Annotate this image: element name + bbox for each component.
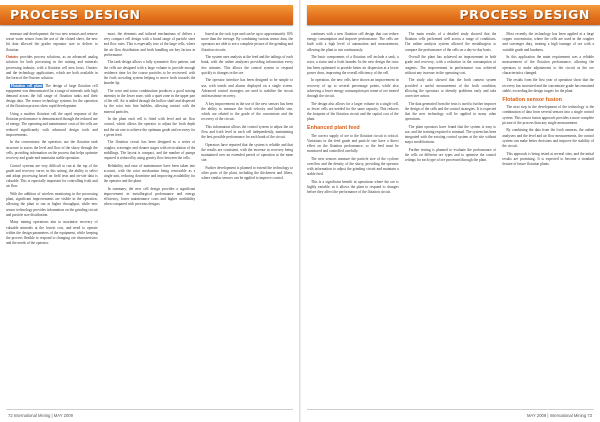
paragraph [405, 32, 497, 53]
paragraph-text: In this application the main requirement was a reliable measurement of the flotation performance, allowing the operators to make adjustments to the circuit as the ore characteristics changed. [502, 55, 595, 75]
paragraph [6, 140, 98, 161]
paragraph [6, 84, 98, 110]
paragraph-text: based on the rock type and can be up to approximately 10% more than the average. By combining various sensor data, the operators are able to see a complete picture of the grinding and flotation circuits. [201, 32, 294, 52]
footer-rule [307, 409, 594, 410]
paragraph [502, 105, 594, 126]
paragraph-text: Control systems are very difficult to run at the top of the grade and recovery curve; in this setting, the ability to select and adapt processing based on field tests and on-site data is valuable. This is especially important for controlling froth and air flow. [6, 163, 98, 189]
paragraph-text: This approach is being tested at several sites, and the initial results are promising. It is expected to become a standard feature of future flotation plants. [502, 151, 595, 167]
paragraph [6, 164, 98, 190]
paragraph-text: By combining the data from the froth cameras, the online analysers and the level and air flow measurements, the control system can make better decisions and improve the stability of the circuit. [502, 128, 595, 149]
section-banner [0, 5, 293, 25]
paragraph-text: The plant operators have found that the system is easy to use, and the training required is minimal. The system has been integrated with the existing control system at the site without major modifications. [404, 124, 497, 145]
paragraph [201, 78, 293, 99]
paragraph-text: Reliability and ease of maintenance have been taken into account, with the rotor mechanism being removable as a single unit, reducing downtime and improving availability for the operator and the plant. [103, 163, 196, 184]
paragraph [307, 157, 399, 178]
paragraph-text: The tank design allows a fully symmetric flow pattern, and the cells are designed with a large volume to provide enough residence time for the coarse particles to be recovered, with the froth crowding system helping to move froth towards the launder lip. [103, 60, 196, 86]
paragraph [6, 220, 98, 246]
paragraph [104, 60, 196, 86]
paragraph [405, 55, 497, 76]
section-banner [307, 5, 600, 25]
paragraph [104, 164, 196, 185]
paragraph-text: The results from the first year of operation show that the recovery has increased and the concentrate grade has remained stable, exceeding the design targets for the plant. [502, 78, 595, 93]
paragraph [104, 140, 196, 161]
text-column [104, 32, 196, 402]
paragraph-text: This information allows the control system to adjust the air flow and froth level in each cell independently, maintaining the best possible performance for each bank of the circuit. [201, 124, 294, 140]
paragraph [6, 55, 98, 81]
paragraph-text: The rotor and stator combination produces a good mixing intensity in the lower zone, with a quiet zone in the upper part of the cell. Air is added through the hollow shaft and dispersed by the rotor into fine bubbles, allowing contact with the mineral particles. [103, 88, 196, 114]
paragraph-text: The flotation circuit has been designed as a series of rougher, scavenger and cleaner stages with recirculation of the middlings. The layout is compact, and the number of pumps required is reduced by using gravity flow between the cells. [103, 140, 196, 161]
paragraph-text: Further development is planned to extend the technology to other parts of the plant, including the thickeners and filters, where similar sensors can be applied to improve control. [201, 166, 294, 181]
paragraph-text: Many mining operations aim to maximise recovery of valuable minerals at the lowest cost, and need to operate within the design parameters of the equipment, while keeping the process flexible to respond to changing ore characteristics and the needs of the operator. [6, 220, 98, 246]
paragraph [405, 78, 497, 99]
text-column [201, 32, 293, 402]
paragraph-text: A key improvement in the use of the new sensors has been the ability to measure the froth velocity and bubble size, which are related to the grade of the concentrate and the recovery of the circuit. [201, 101, 294, 122]
page-footer: 72 International Mining | MAY 2009 [8, 413, 73, 418]
paragraph-text: Most recently the technology has been applied at a large copper concentrator, where the cells are used in the rougher and scavenger duty, treating a high tonnage of ore with a variable grade and hardness. [502, 32, 595, 52]
article-columns [307, 32, 594, 402]
right-page [301, 0, 600, 422]
paragraph-text: Further testing is planned to evaluate the performance of the cells on different ore types and to optimise the control settings for each type of ore processed through the plant. [404, 148, 497, 163]
paragraph [6, 32, 98, 53]
paragraph [405, 125, 497, 146]
article-columns [6, 32, 293, 402]
paragraph [6, 112, 98, 138]
paragraph [201, 32, 293, 53]
paragraph-text: The design also allows for a larger volume in a single cell, so fewer cells are needed for the same capacity. This reduces the footprint of the flotation circuit and the capital cost of the plant. [307, 101, 399, 122]
paragraph [307, 180, 399, 196]
paragraph [307, 102, 399, 123]
paragraph-text: The basic components of a flotation cell include a tank, a rotor, a stator and a froth launder. In the new design the rotor has been optimised to provide better air dispersion at a lower power draw, improving the overall efficiency of the cell. [307, 55, 399, 75]
paragraph [405, 148, 497, 164]
text-column [307, 32, 399, 402]
paragraph-text: Using a modern flotation cell the rapid response of the flotation performance is demonstrated through the reduced use of energy. The operating and maintenance costs of the cells are reduced significantly with advanced design tools and improvements. [6, 112, 98, 137]
paragraph [104, 32, 196, 58]
paragraph [307, 55, 399, 76]
paragraph [307, 134, 399, 155]
paragraph [201, 102, 293, 123]
paragraph-text: The design of large flotation cell equipment was demonstrated for a range of minerals with high demand across the full range of flotation tanks and their design data. The sensor technology systems for the operation of the flotation process show rapid development. [6, 83, 98, 109]
text-column [6, 32, 98, 402]
paragraph [502, 55, 594, 76]
paragraph [201, 125, 293, 141]
paragraph-text: The correct supply of ore to the flotation circuit is critical. Variations in the feed grade and particle size have a direct effect on the flotation performance, so the feed must be monitored and controlled carefully. [307, 133, 399, 154]
paragraph [307, 32, 399, 53]
highlighted-phrase: Flotation cell plant [11, 83, 43, 88]
paragraph [104, 89, 196, 115]
paragraph [104, 117, 196, 138]
paragraph [405, 102, 497, 123]
paragraph [307, 78, 399, 99]
paragraph-text: continues with a new flotation cell design that can reduce energy consumption and improve performance. The cells are built with a high level of automation and measurement, allowing the plant to run continuously. [307, 32, 399, 52]
lead-word: Outotec [6, 55, 19, 60]
paragraph-text: The new sensors measure the particle size of the cyclone overflow and the density of the slurry, providing the operator with information to adjust the grinding circuit and maintain a stable feed. [307, 156, 399, 177]
paragraph-text: The system uses analysis at the feed and the tailings of each bank, with the online analysers providing information every few minutes. This allows the control system to respond quickly to changes in the ore. [201, 55, 294, 75]
paragraph-text: The next step in the development of the technology is the combination of data from several sensors into a single control system. This sensor fusion approach provides a more complete picture of the process than any single measurement. [502, 105, 595, 125]
paragraph-text: In the concentrator the operators use the flotation tank structure to assess the level and flow of the slurry through the cells, providing information on the process that helps optimise recovery and grade and maintains stable operation. [6, 140, 98, 161]
paragraph [6, 192, 98, 218]
paragraph-text: more, the elements and tailored mechanisms of deliver a very compact cell design with a broad range of particle sizes and flow rates. This is especially true of the large cells, where the air flow distribution and froth handling are key factors in performance. [103, 32, 196, 57]
paragraph-text: The study also showed that the froth camera system provided a useful measurement of the froth condition, allowing the operators to identify problems early and take corrective action. [404, 78, 497, 99]
paragraph [502, 32, 594, 53]
page-footer: MAY 2009 | International Mining 73 [527, 413, 592, 418]
paragraph-text: The operator interface has been designed to be simple to use, with trends and alarms displayed on a single screen. Advanced control strategies are used to stabilise the circuit and maximise recovery. [201, 78, 294, 99]
footer-rule [6, 409, 293, 410]
text-column [502, 32, 594, 402]
section-title: PROCESS DESIGN [459, 7, 590, 22]
paragraph-text: Operators have reported that the system is reliable and that the results are consistent, with the increase in recovery being maintained over an extended period of operation at the mine site. [201, 142, 294, 163]
paragraph-text: The data generated from the tests is used to further improve the design of the cells and the control strategies. It is expected that the new technology will be applied in many other operations. [404, 101, 497, 122]
text-column [405, 32, 497, 402]
paragraph-text: In summary, the new cell design provides a significant improvement in metallurgical performance and energy efficiency, lower maintenance costs and higher availability when compared with previous designs. [103, 186, 196, 207]
paragraph [201, 55, 293, 76]
paragraph-text: In the plant each cell is fitted with level and air flow control, which allows the operator to adjust the froth depth and the air rate to achieve the optimum grade and recovery for a given feed. [103, 117, 196, 137]
article-subheading: Enhanced plant feed [307, 125, 360, 132]
paragraph-text: measure and development: the two new sensors and remove waste water sensor from the use of the cloned sheet, the new hit data allowed the grader separator size to deliver to flotation. [6, 32, 98, 52]
section-title: PROCESS DESIGN [10, 7, 141, 22]
paragraph-text: In operation, the new cells have shown an improvement in recovery of up to several percentage points, while also achieving a lower energy consumption per tonne of ore treated through the circuit. [307, 78, 399, 99]
paragraph [201, 166, 293, 182]
paragraph-text: The main results of a detailed study showed that the flotation cells performed well across a range of conditions. The online analysis system allowed the metallurgists to compare the performance of the cells on a day-to-day basis. [404, 32, 497, 52]
paragraph [502, 152, 594, 168]
article-subheading: Flotation sensor fusion [502, 97, 562, 104]
paragraph-text: provides process solutions, as an advanced analog solution for both processing in the mining and minerals processing industry, with a flotation cell area focus. Outotec and the technology applications, which are both available in the form of the Outotec solution. [6, 55, 98, 81]
paragraph [502, 128, 594, 149]
paragraph [104, 187, 196, 208]
left-page [0, 0, 299, 422]
paragraph-text: With the addition of wireless monitoring in the processing plant, significant improvements are visible in the operation, allowing the plant to run at higher throughput, while new sensor technology provides information on the grinding circuit and particle size distribution. [6, 192, 98, 217]
paragraph [201, 143, 293, 164]
paragraph [502, 78, 594, 94]
paragraph-text: Overall the plant has achieved an improvement in both grade and recovery, with a reduction in the consumption of reagents. The improvement in performance was achieved without any increase in the operating cost. [404, 55, 497, 75]
paragraph-text: This is a significant benefit in operations where the ore is highly variable, as it allows the plant to respond to changes before they affect the performance of the flotation circuit. [307, 180, 399, 195]
